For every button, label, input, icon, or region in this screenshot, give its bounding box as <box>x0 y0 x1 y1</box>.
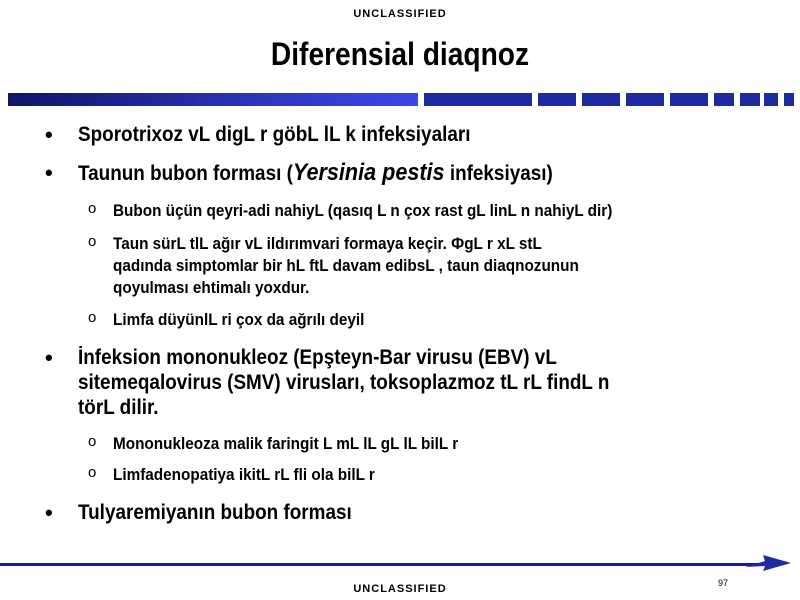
bullet-sporotrichosis: Sporotrixoz vL digL r göbL lL k infeksiyaları <box>78 123 471 146</box>
title-bar-segment <box>538 93 576 106</box>
title-bar-segment <box>764 93 778 106</box>
bullet-mononucleosis-2: sitemeqalovirus (SMV) virusları, toksoplazmoz tL rL findL n <box>78 371 610 394</box>
title-bar-segment <box>670 93 708 106</box>
title-bar-segment <box>626 93 664 106</box>
bullet-mononucleosis-3: törL dilir. <box>78 396 159 419</box>
sub-bullet-pharyngitis: Mononukleoza malik faringit L mL lL gL lL bilL r <box>113 434 459 453</box>
title-bar-segment <box>740 93 760 106</box>
sub-bullet-lymph-nodes: Limfa düyünlL ri çox da ağrılı deyil <box>113 310 365 329</box>
bullet-plague-pre: Taunun bubon forması ( <box>78 162 293 185</box>
sub-bullet-lymphadenopathy: Limfadenopatiya ikitL rL fli ola bilL r <box>113 465 375 484</box>
sub-bullet-icon: o <box>88 433 97 450</box>
sub-bullet-icon: o <box>88 309 97 326</box>
bullet-plague-bubonic <box>78 160 553 186</box>
sub-bullet-bubo-site: Bubon üçün qeyri-adi nahiyL (qasıq L n çox rast gL linL n nahiyL dir) <box>113 201 613 220</box>
page-number: 97 <box>718 578 729 588</box>
bullet-tularemia: Tulyaremiyanın bubon forması <box>78 501 352 524</box>
bullet-mononucleosis-1: İnfeksion mononukleoz (Epşteyn-Bar virusu (EBV) vL <box>78 346 557 369</box>
bullet-plague-post: infeksiyası) <box>444 162 553 185</box>
title-bar-segment <box>714 93 734 106</box>
bullet-icon: • <box>45 500 53 525</box>
title-bar-segment <box>424 93 532 106</box>
classification-header: UNCLASSIFIED <box>353 8 447 20</box>
sub-bullet-icon: o <box>88 200 97 217</box>
classification-footer: UNCLASSIFIED <box>353 583 447 595</box>
title-bar-segment <box>784 93 794 106</box>
bullet-plague-italic: Yersinia pestis <box>292 159 445 186</box>
bullet-icon: • <box>45 160 53 185</box>
bullet-icon: • <box>45 122 53 147</box>
sub-bullet-plague-progression-2: qadında simptomlar bir hL ftL davam edibsL , taun diaqnozunun <box>113 256 579 275</box>
title-underline-bar <box>8 93 418 106</box>
sub-bullet-icon: o <box>88 464 97 481</box>
footer-rule <box>0 563 760 566</box>
bullet-icon: • <box>45 345 53 370</box>
title-bar-segment <box>582 93 620 106</box>
sub-bullet-icon: o <box>88 233 97 250</box>
slide-title: Diferensial diaqnoz <box>270 36 530 72</box>
footer-arrow-icon <box>745 553 793 573</box>
sub-bullet-plague-progression-3: qoyulması ehtimalı yoxdur. <box>113 278 310 297</box>
sub-bullet-plague-progression-1: Taun sürL tlL ağır vL ildırımvari formaya keçir. ФgL r xL stL <box>113 234 542 253</box>
